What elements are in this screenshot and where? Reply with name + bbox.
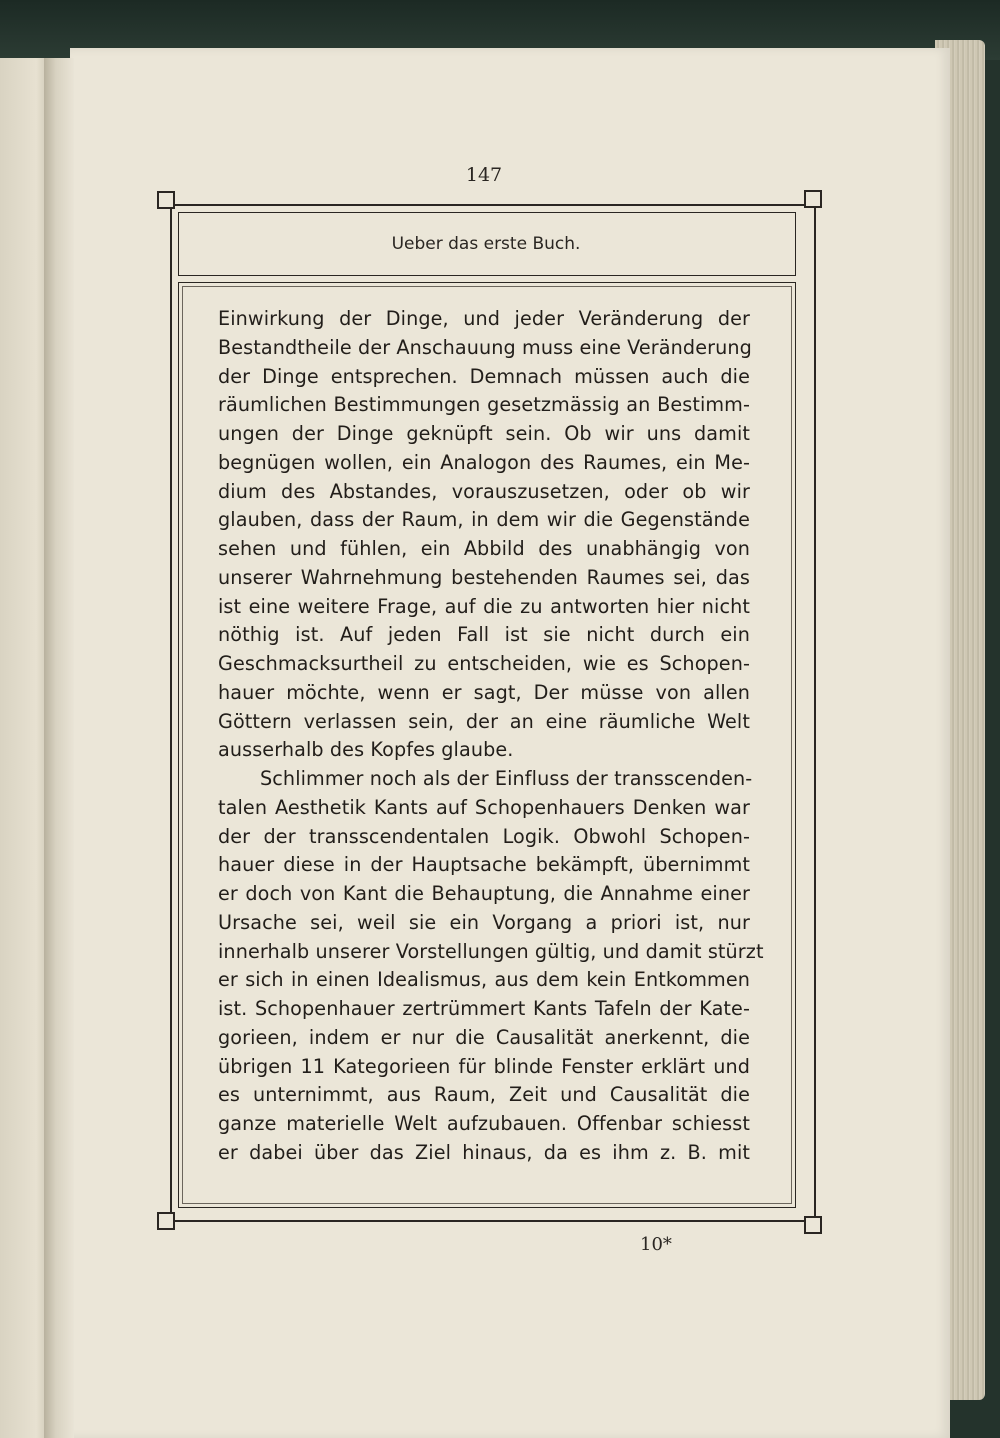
text-line: übrigen 11 Kategorieen für blinde Fenster erklärt und [218,1054,750,1078]
text-line: glauben, dass der Raum, in dem wir die Gegenstände [218,508,750,532]
text-line: gorieen, indem er nur die Causalität anerkennt, die [218,1025,750,1049]
text-line: ist. Schopenhauer zertrümmert Kants Tafeln der Kate- [218,997,750,1020]
frame-corner-top-right [804,190,822,208]
signature-mark: 10* [640,1234,672,1255]
frame-corner-bottom-right [804,1216,822,1234]
text-line: nöthig ist. Auf jeden Fall ist sie nicht durch ein [218,623,750,647]
text-line: der Dinge entsprechen. Demnach müssen auch die [218,364,750,388]
text-line: Einwirkung der Dinge, und jeder Veränderung der [218,307,750,330]
text-line: ausserhalb des Kopfes glaube. [218,738,514,762]
text-line: Ursache sei, weil sie ein Vorgang a priori ist, nur [218,910,750,934]
text-line: der der transscendentalen Logik. Obwohl Schopen- [218,824,750,848]
text-line: sehen und fühlen, ein Abbild des unabhängig von [218,537,750,560]
text-line: Bestandtheile der Anschauung muss eine Veränderung [218,335,752,359]
text-line: Göttern verlassen sein, der an eine räumliche Welt [218,709,750,733]
running-head: Ueber das erste Buch. [391,234,581,254]
frame-corner-bottom-left [157,1212,175,1230]
text-line: ungen der Dinge geknüpft sein. Ob wir uns damit [218,422,750,445]
text-line: ist eine weitere Frage, auf die zu antworten hier nicht [218,594,750,618]
text-line: ganze materielle Welt aufzubauen. Offenbar schiesst [218,1112,750,1135]
frame-corner-top-left [157,191,175,209]
text-line: es unternimmt, aus Raum, Zeit und Causalität die [218,1083,750,1107]
paragraph-1 [218,305,750,765]
text-line: er doch von Kant die Behauptung, die Annahme einer [218,882,750,905]
text-line: Schlimmer noch als der Einfluss der transscenden- [260,767,753,790]
body-text [218,305,764,1168]
text-line: begnügen wollen, ein Analogon des Raumes, ein Me- [218,450,750,474]
text-line: dium des Abstandes, vorauszusetzen, oder ob wir [218,479,750,503]
text-line: Geschmacksurtheil zu entscheiden, wie es Schopen- [218,652,750,675]
text-line: räumlichen Bestimmungen gesetzmässig an Bestimm- [218,393,750,417]
text-line: innerhalb unserer Vorstellungen gültig, und damit stürzt [218,939,764,963]
text-line: er sich in einen Idealismus, aus dem kein Entkommen [218,968,750,992]
paragraph-2 [218,765,764,1168]
text-line: unserer Wahrnehmung bestehenden Raumes sei, das [218,565,750,589]
text-line: hauer diese in der Hauptsache bekämpft, übernimmt [218,853,750,877]
text-line: hauer möchte, wenn er sagt, Der müsse von allen [218,680,750,704]
book-gutter [44,58,74,1438]
text-line: talen Aesthetik Kants auf Schopenhauers Denken war [218,795,750,819]
text-line: er dabei über das Ziel hinaus, da es ihm z. B. mit [218,1140,750,1164]
page-number: 147 [465,164,503,186]
